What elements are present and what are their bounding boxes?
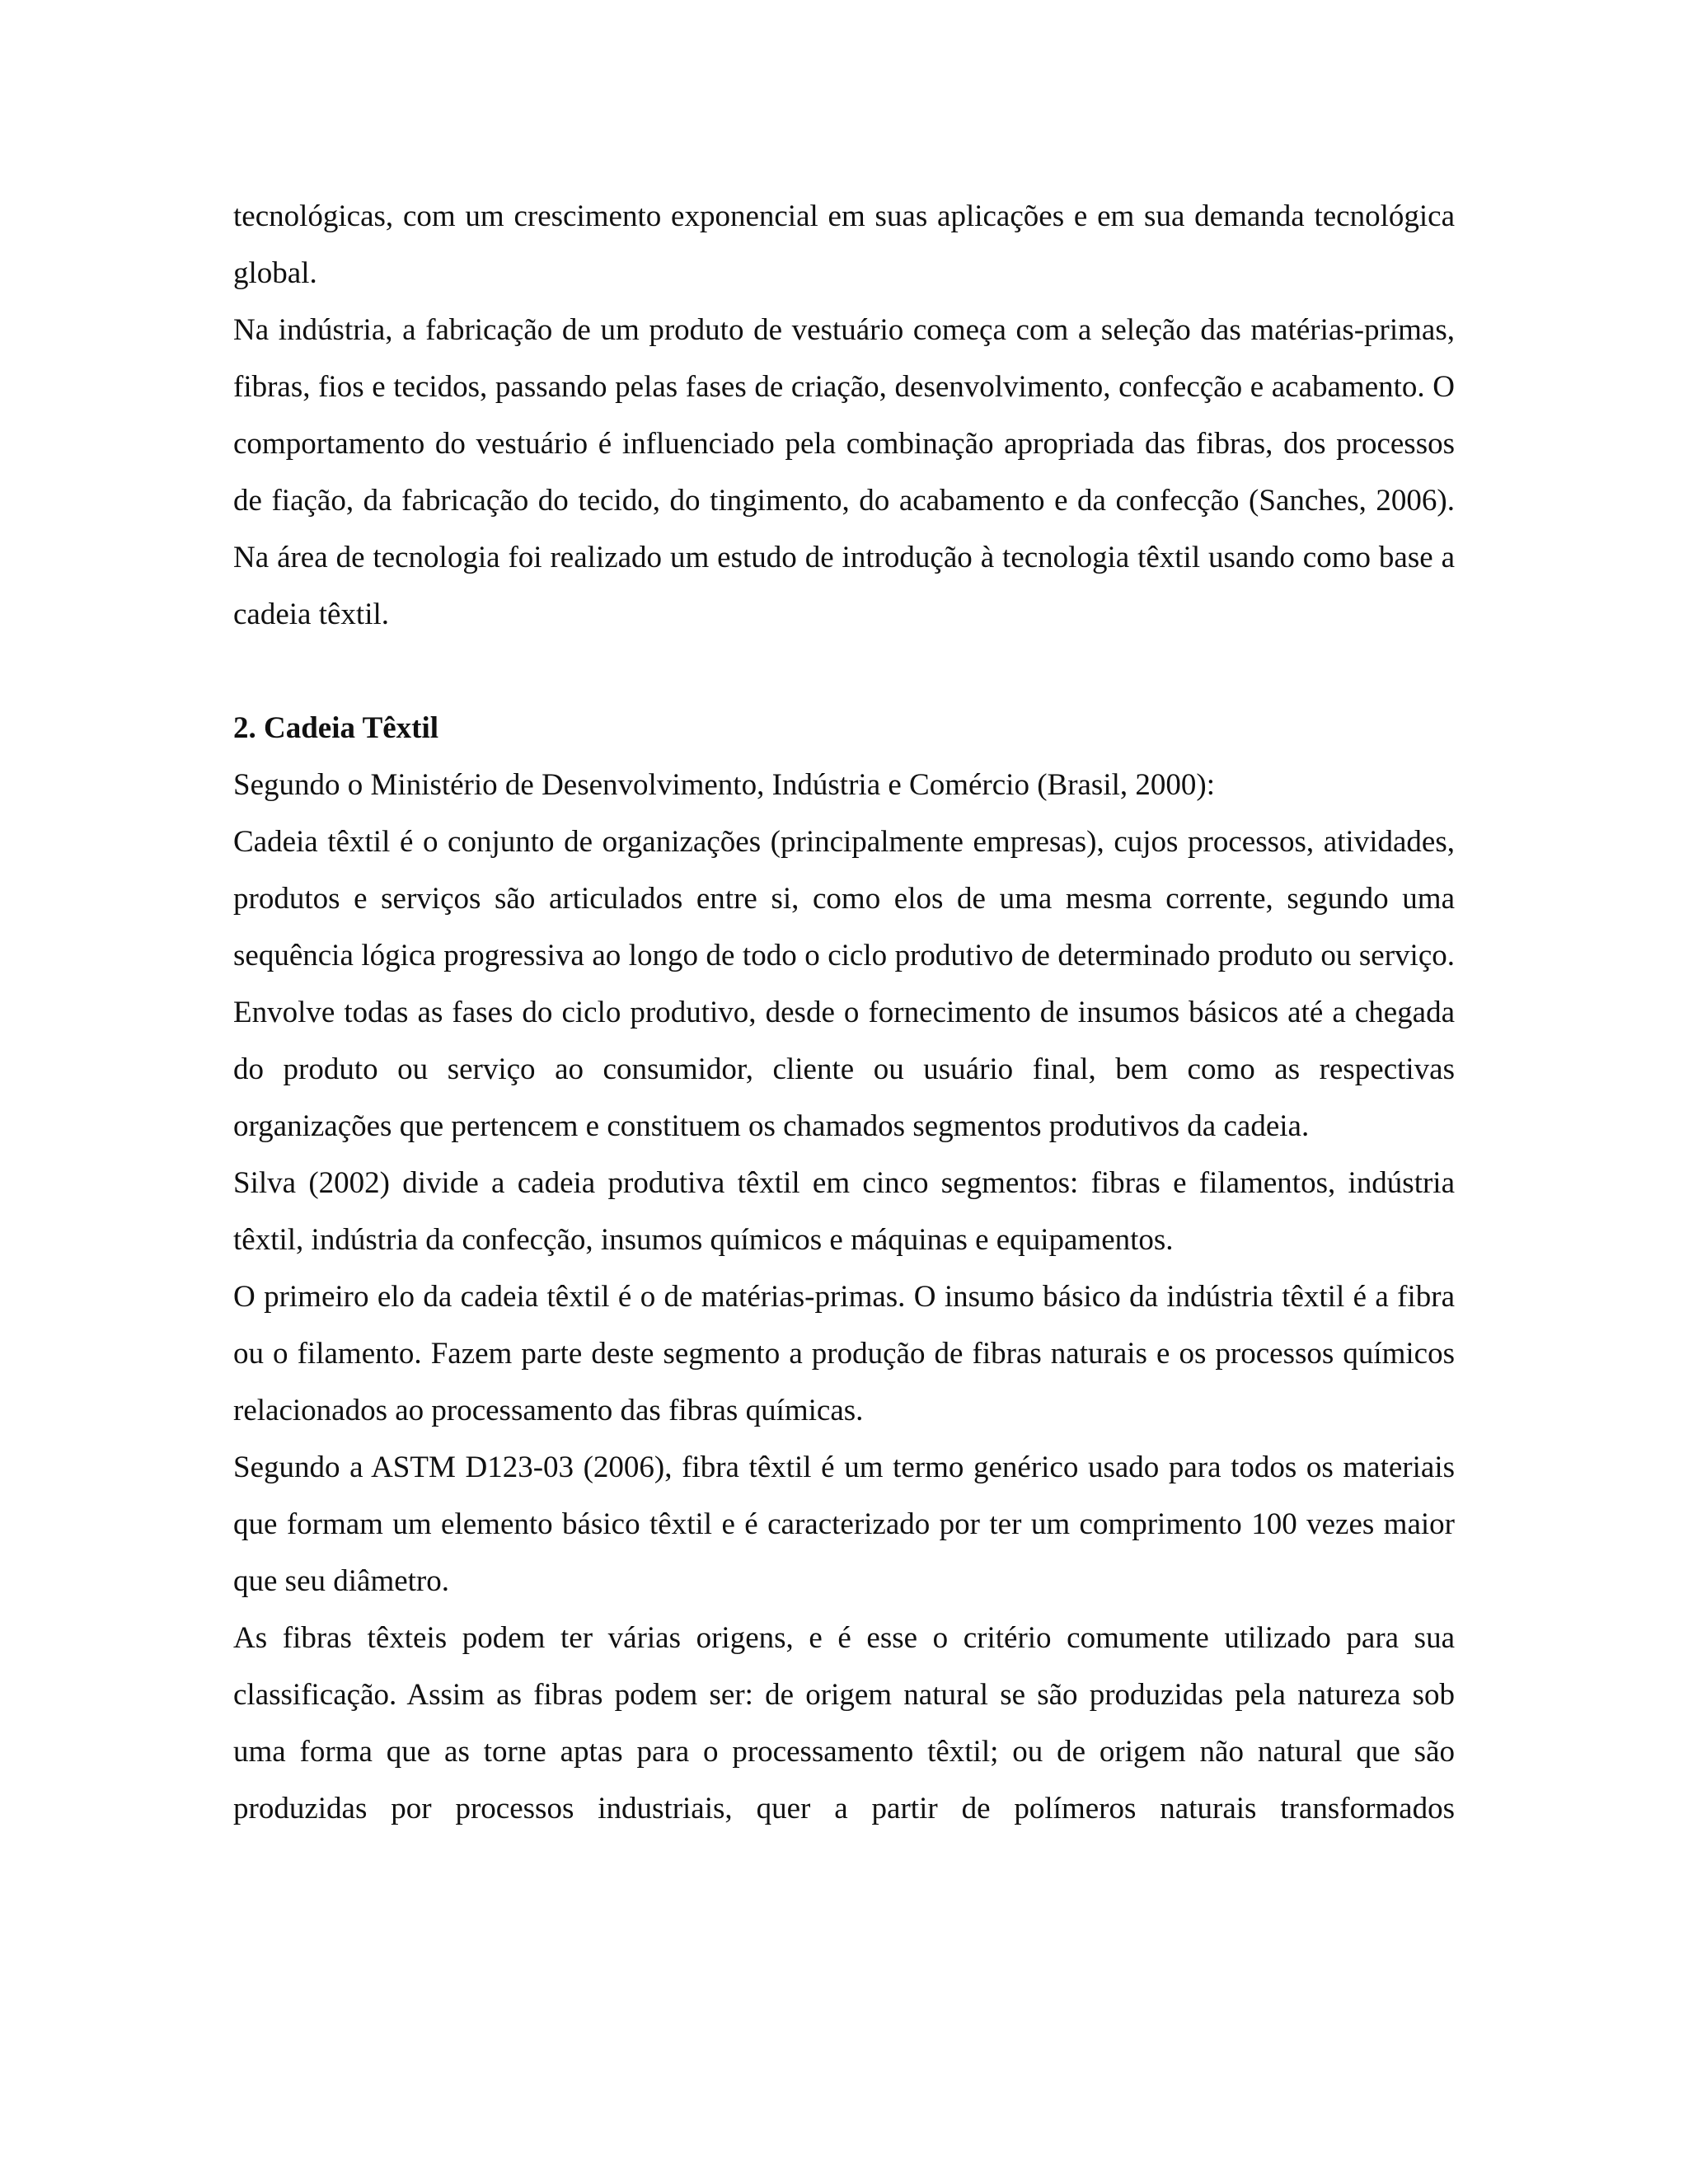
section-heading: 2. Cadeia Têxtil	[233, 711, 439, 745]
paragraph-primeiro-elo: O primeiro elo da cadeia têxtil é o de matérias-primas. O insumo básico da indústria têxtil é a fibra ou o filamento. Fazem parte deste segmento a produção de fibras naturais e os processos químicos relacionados ao processamento das fibras químicas.	[233, 1280, 1455, 1427]
paragraph-ministerio: Segundo o Ministério de Desenvolvimento, Indústria e Comércio (Brasil, 2000):	[233, 768, 1215, 802]
paragraph-astm: Segundo a ASTM D123-03 (2006), fibra têxtil é um termo genérico usado para todos os materiais que formam um elemento básico têxtil e é caracterizado por ter um comprimento 100 vezes maior que seu diâmetro.	[233, 1451, 1455, 1598]
paragraph-silva: Silva (2002) divide a cadeia produtiva têxtil em cinco segmentos: fibras e filamentos, indústria têxtil, indústria da confecção, insumos químicos e máquinas e equipamentos.	[233, 1166, 1455, 1257]
paragraph-cadeia-definicao: Cadeia têxtil é o conjunto de organizações (principalmente empresas), cujos processos, atividades, produtos e serviços são articulados entre si, como elos de uma mesma corrente, segundo uma sequência lógica progressiva ao longo de todo o ciclo produtivo de determinado produto ou serviço. Envolve todas as fases do ciclo produtivo, desde o fornecimento de insumos básicos até a chegada do produto ou serviço ao consumidor, cliente ou usuário final, bem como as respectivas organizações que pertencem e constituem os chamados segmentos produtivos da cadeia.	[233, 825, 1455, 1143]
document-page	[233, 188, 1455, 1837]
paragraph-intro-continuation: tecnológicas, com um crescimento exponencial em suas aplicações e em sua demanda tecnológica global.	[233, 199, 1455, 290]
paragraph-vestuario: Na indústria, a fabricação de um produto de vestuário começa com a seleção das matérias-primas, fibras, fios e tecidos, passando pelas fases de criação, desenvolvimento, confecção e acabamento. O comportamento do vestuário é influenciado pela combinação apropriada das fibras, dos processos de fiação, da fabricação do tecido, do tingimento, do acabamento e da confecção (Sanches, 2006). Na área de tecnologia foi realizado um estudo de introdução à tecnologia têxtil usando como base a cadeia têxtil.	[233, 313, 1455, 631]
paragraph-origens: As fibras têxteis podem ter várias origens, e é esse o critério comumente utilizado para sua classificação. Assim as fibras podem ser: de origem natural se são produzidas pela natureza sob uma forma que as torne aptas para o processamento têxtil; ou de origem não natural que são produzidas por processos industriais, quer a partir de polímeros naturais transformados	[233, 1621, 1455, 1825]
